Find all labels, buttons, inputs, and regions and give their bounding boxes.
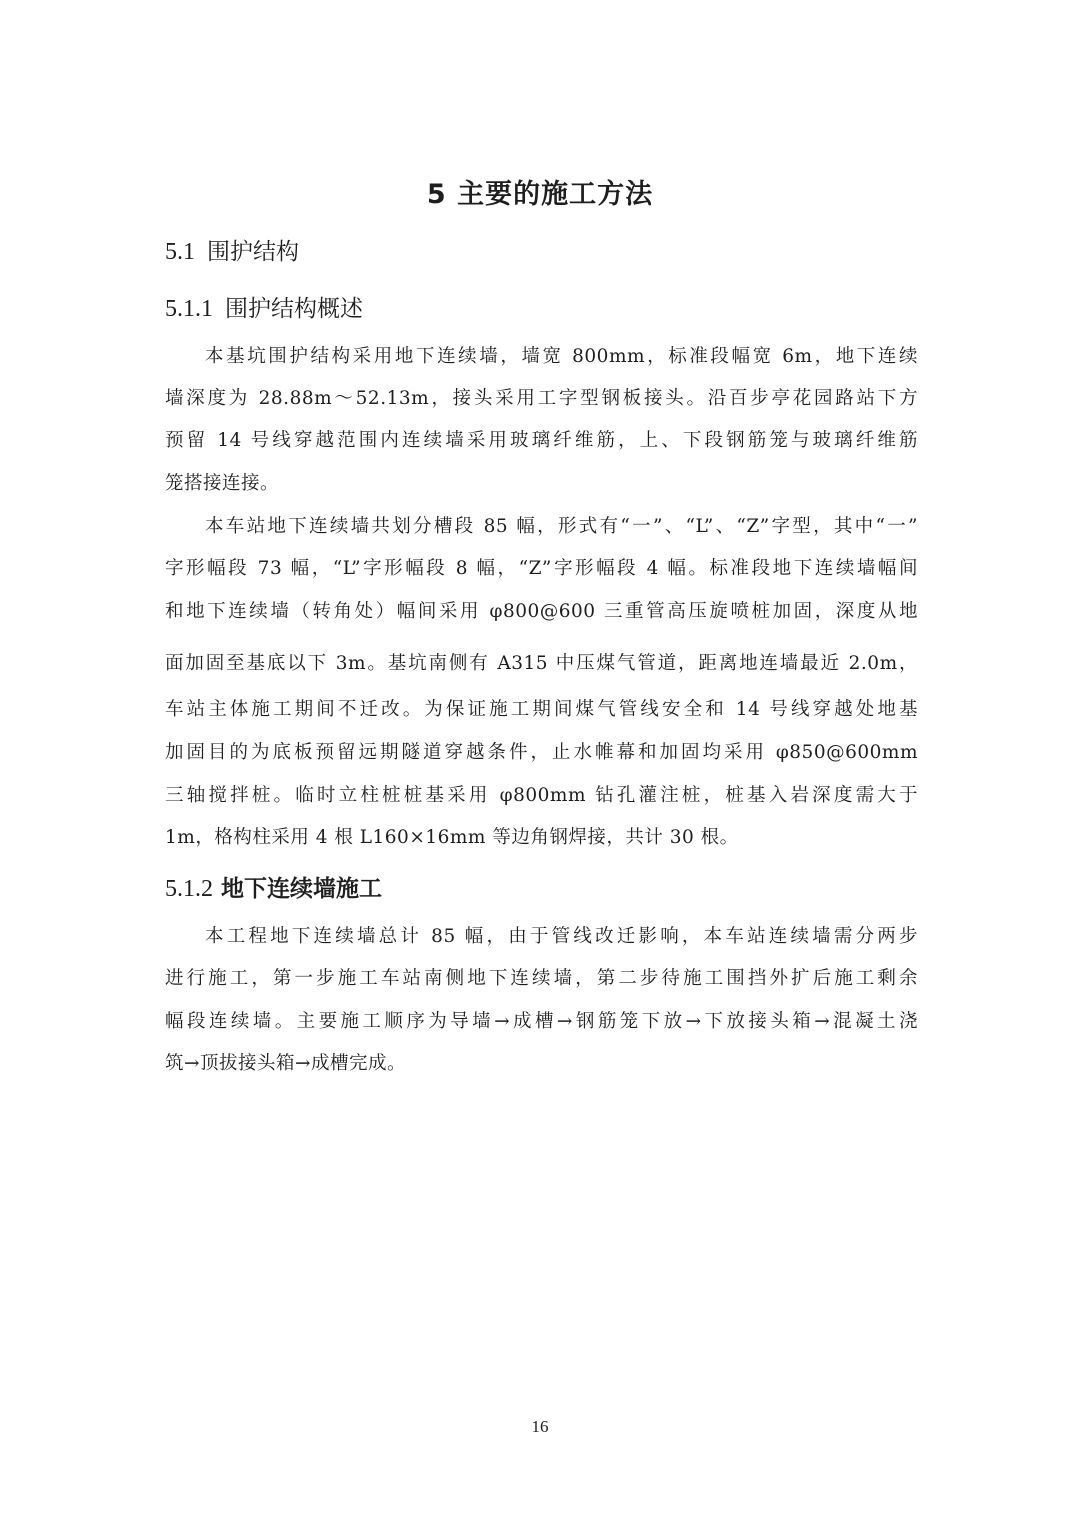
- paragraph-line: 三轴搅拌桩。临时立柱桩桩基采用 φ800mm 钻孔灌注桩，桩基入岩深度需大于: [165, 785, 918, 806]
- paragraph-line: 加固目的为底板预留远期隧道穿越条件，止水帷幕和加固均采用 φ850@600mm: [165, 742, 918, 763]
- section-number: 5.1: [165, 239, 195, 265]
- paragraph-line: 幅段连续墙。主要施工顺序为导墙→成槽→钢筋笼下放→下放接头箱→混凝土浇: [165, 1011, 918, 1032]
- paragraph-line: 本车站地下连续墙共划分槽段 85 幅，形式有“一”、“L”、“Z”字型，其中“一”: [205, 516, 918, 537]
- subsection-heading-5-1-1: [165, 290, 363, 323]
- paragraph-line: 墙深度为 28.88m～52.13m，接头采用工字型钢板接头。沿百步亭花园路站下方: [165, 388, 918, 409]
- section-title: 围护结构: [207, 239, 299, 265]
- paragraph-line: 面加固至基底以下 3m。基坑南侧有 A315 中压煤气管道，距离地连墙最近 2.0m，: [165, 653, 918, 674]
- page-number: 16: [531, 1417, 549, 1436]
- paragraph-line: 和地下连续墙（转角处）幅间采用 φ800@600 三重管高压旋喷桩加固，深度从地: [165, 601, 918, 622]
- subsection-title: 围护结构概述: [225, 296, 363, 322]
- subsection-heading-5-1-2: [165, 870, 382, 903]
- paragraph-line: 1m，格构柱采用 4 根 L160×16mm 等边角钢焊接，共计 30 根。: [165, 827, 739, 848]
- chapter-title: 5 主要的施工方法: [426, 179, 654, 210]
- paragraph-line: 预留 14 号线穿越范围内连续墙采用玻璃纤维筋，上、下段钢筋笼与玻璃纤维筋: [165, 430, 918, 451]
- paragraph-line: 车站主体施工期间不迁改。为保证施工期间煤气管线安全和 14 号线穿越处地基: [165, 699, 918, 720]
- paragraph-line: 进行施工，第一步施工车站南侧地下连续墙，第二步待施工围挡外扩后施工剩余: [165, 968, 918, 989]
- paragraph-line: 本基坑围护结构采用地下连续墙，墙宽 800mm，标准段幅宽 6m，地下连续: [205, 346, 918, 367]
- subsection-title: 地下连续墙施工: [221, 876, 382, 902]
- section-heading-5-1: [165, 233, 299, 266]
- subsection-number: 5.1.2: [165, 876, 213, 902]
- paragraph-line: 筑→顶拔接头箱→成槽完成。: [165, 1053, 407, 1074]
- subsection-number: 5.1.1: [165, 296, 213, 322]
- paragraph-line: 字形幅段 73 幅，“L”字形幅段 8 幅，“Z”字形幅段 4 幅。标准段地下连续墙幅间: [165, 558, 918, 579]
- paragraph-line: 本工程地下连续墙总计 85 幅，由于管线改迁影响，本车站连续墙需分两步: [205, 926, 918, 947]
- paragraph-line: 笼搭接连接。: [165, 473, 280, 494]
